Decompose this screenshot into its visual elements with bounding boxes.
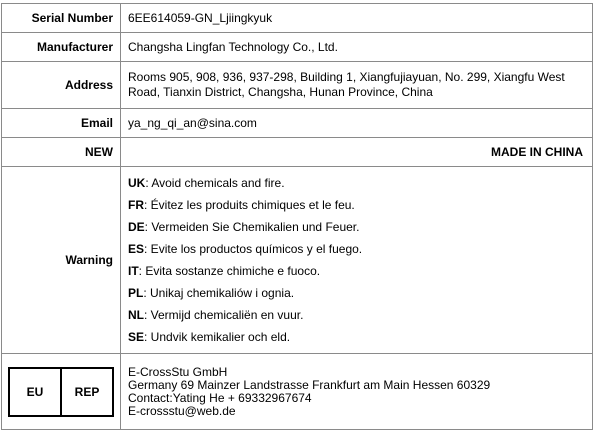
warning-code: UK <box>128 176 146 190</box>
eu-rep-email: E-crossstu@web.de <box>128 403 236 418</box>
warning-code: FR <box>128 198 144 212</box>
eu-rep-details <box>121 354 593 430</box>
manufacturer-row <box>2 33 593 62</box>
warning-line-fr <box>128 194 586 216</box>
warning-line-it <box>128 260 586 282</box>
serial-number-row <box>2 4 593 33</box>
address-label: Address <box>2 62 121 109</box>
email-row <box>2 109 593 138</box>
warning-code: DE <box>128 220 145 234</box>
condition-row <box>2 138 593 167</box>
eu-rep-company: E-CrossStu GmbH <box>128 364 228 379</box>
eu-rep-contact: Contact:Yating He + 69332967674 <box>128 390 312 405</box>
rep-badge-text: REP <box>60 369 112 415</box>
address-value: Rooms 905, 908, 936, 937-298, Building 1, Xiangfujiayuan, No. 299, Xiangfu West Road, Tianxin District, Changsha, Hunan Province, China <box>121 62 593 109</box>
warning-code: IT <box>128 264 139 278</box>
product-label-table <box>1 3 593 430</box>
warning-text: : Undvik kemikalier och eld. <box>144 330 291 344</box>
warning-text: : Evite los productos químicos y el fuego. <box>144 242 363 256</box>
serial-number-label: Serial Number <box>2 4 121 33</box>
eu-rep-row <box>2 354 593 430</box>
eu-rep-badge-cell <box>2 354 121 430</box>
eu-badge-text: EU <box>26 384 44 399</box>
eu-rep-address: Germany 69 Mainzer Landstrasse Frankfurt am Main Hessen 60329 <box>128 377 491 392</box>
serial-number-value: 6EE614059-GN_Ljiingkyuk <box>121 4 593 33</box>
email-label: Email <box>2 109 121 138</box>
warning-code: PL <box>128 286 144 300</box>
new-label: NEW <box>2 138 121 167</box>
warning-text: : Vermeiden Sie Chemikalien und Feuer. <box>144 220 360 234</box>
warning-text: : Evita sostanze chimiche e fuoco. <box>138 264 321 278</box>
address-row <box>2 62 593 109</box>
warning-text: : Évitez les produits chimiques et le feu. <box>144 198 355 212</box>
warning-text: : Avoid chemicals and fire. <box>145 176 285 190</box>
warning-text: : Unikaj chemikaliów i ognia. <box>143 286 295 300</box>
warning-line-uk <box>128 172 586 194</box>
warning-code: NL <box>128 308 144 322</box>
made-in-china-label: MADE IN CHINA <box>121 138 593 167</box>
warning-code: ES <box>128 242 145 256</box>
manufacturer-label: Manufacturer <box>2 33 121 62</box>
manufacturer-value: Changsha Lingfan Technology Co., Ltd. <box>121 33 593 62</box>
warning-list <box>128 168 586 352</box>
warning-text: : Vermijd chemicaliën en vuur. <box>144 308 304 322</box>
warning-list-cell <box>121 167 593 354</box>
warning-code: SE <box>128 330 145 344</box>
warning-line-es <box>128 238 586 260</box>
warning-line-se <box>128 326 586 348</box>
warning-line-pl <box>128 282 586 304</box>
warning-line-nl <box>128 304 586 326</box>
eu-rep-badge <box>8 367 114 417</box>
warning-label: Warning <box>2 167 121 354</box>
warning-row <box>2 167 593 354</box>
email-value: ya_ng_qi_an@sina.com <box>121 109 593 138</box>
warning-line-de <box>128 216 586 238</box>
